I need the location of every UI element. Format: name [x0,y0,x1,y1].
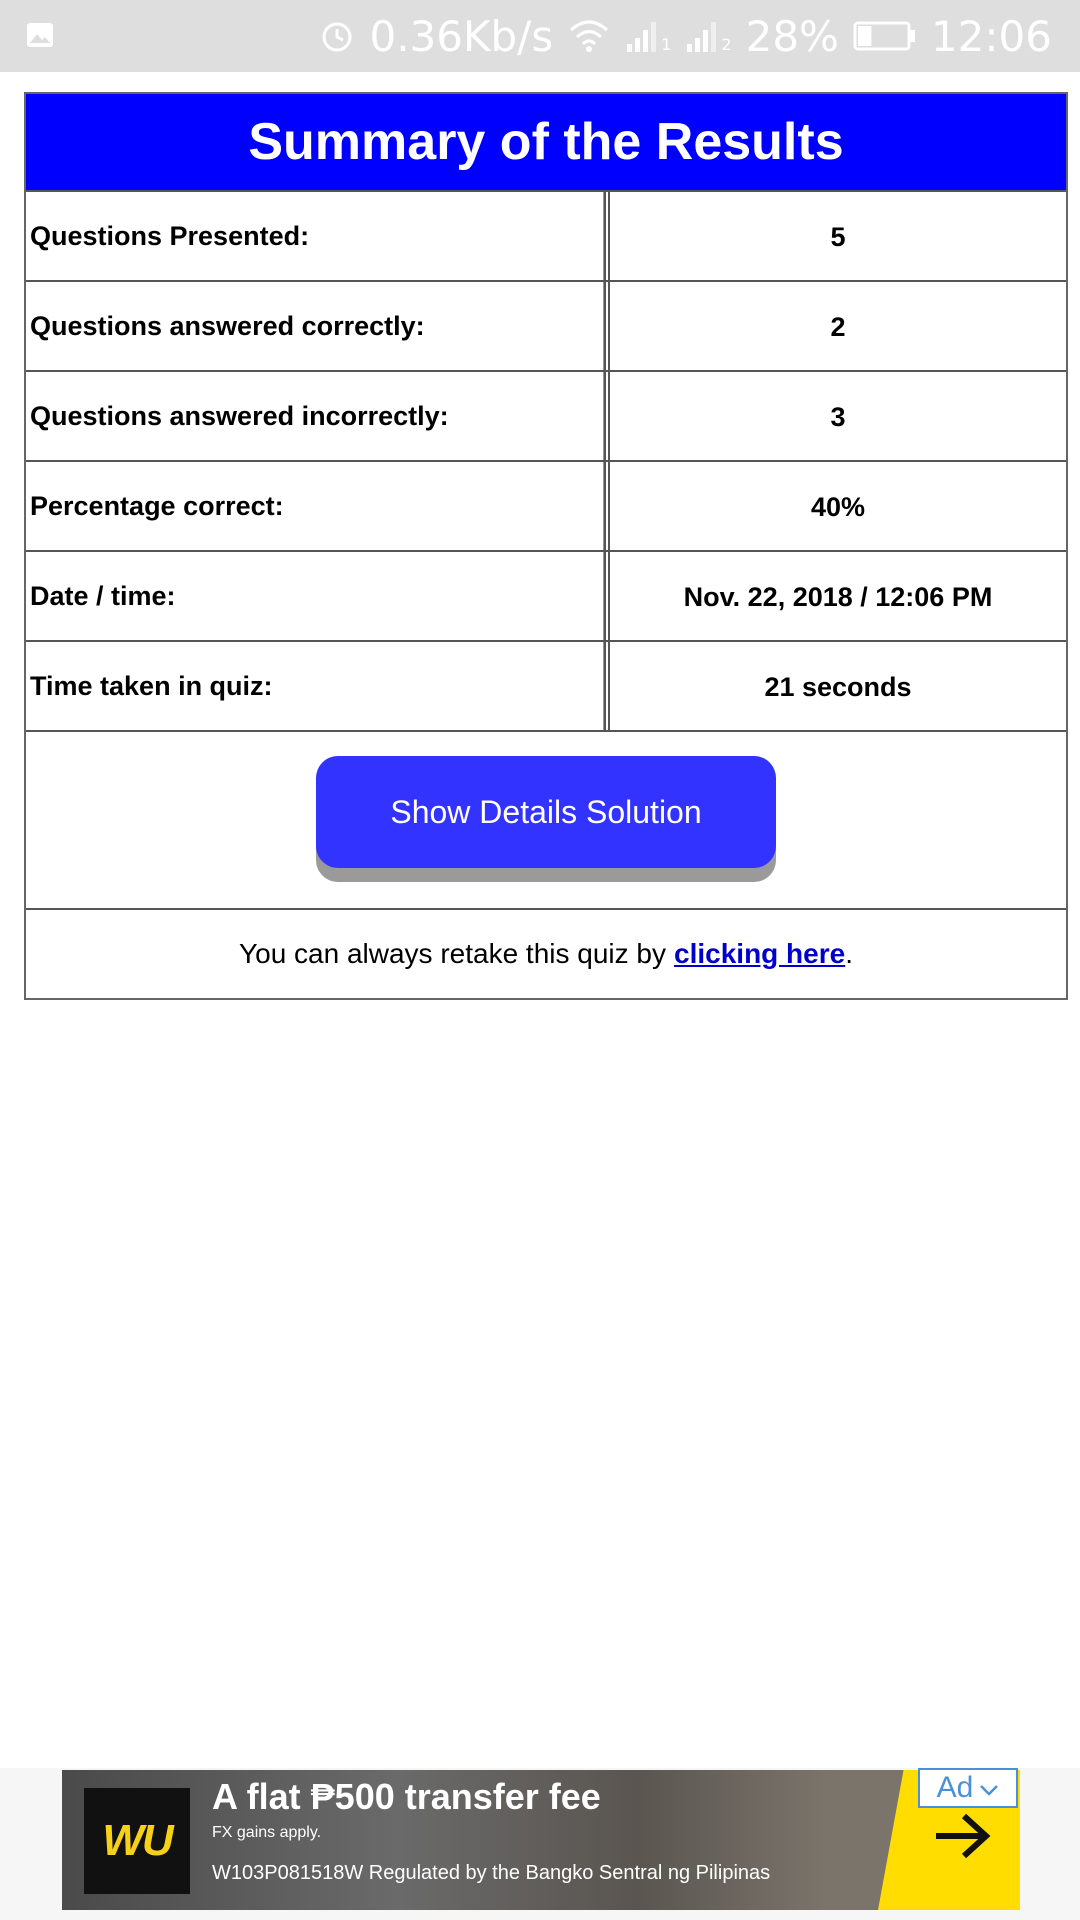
details-row [26,730,1066,908]
ad-subtext: FX gains apply. [212,1824,322,1841]
row-label: Time taken in quiz: [26,642,606,732]
table-row [26,370,1066,460]
show-details-solution-button[interactable]: Show Details Solution [316,756,776,868]
retake-text: You can always retake this quiz by [239,938,667,969]
retake-row [26,908,1066,998]
row-label: Questions Presented: [26,192,606,282]
row-label: Questions answered correctly: [26,282,606,372]
table-row [26,640,1066,730]
sim1-label: 1 [661,35,672,54]
clock: 12:06 [930,11,1052,61]
signal-sim1-icon [625,18,671,54]
results-summary-table [24,92,1068,1000]
battery-percent: 28% [745,11,839,61]
table-row [26,190,1066,280]
row-value: Nov. 22, 2018 / 12:06 PM [608,552,1066,642]
western-union-logo: WU [84,1788,190,1894]
ad-headline: A flat ₱500 transfer fee [212,1776,601,1817]
table-row [26,550,1066,640]
row-label: Percentage correct: [26,462,606,552]
alarm-icon [319,18,355,54]
row-value: 3 [608,372,1066,462]
row-label: Date / time: [26,552,606,642]
retake-quiz-link[interactable]: clicking here [674,938,846,969]
ad-choices-badge[interactable] [918,1768,1018,1808]
table-row [26,280,1066,370]
row-value: 2 [608,282,1066,372]
chevron-down-icon [979,1771,999,1805]
gallery-notification-icon [26,22,54,53]
row-value: 5 [608,192,1066,282]
ad-banner[interactable] [62,1770,1020,1910]
network-speed: 0.36Kb/s [369,11,554,61]
retake-suffix: . [845,938,853,969]
row-label: Questions answered incorrectly: [26,372,606,462]
wifi-icon [567,18,611,54]
arrow-right-icon[interactable] [932,1810,992,1867]
status-bar [0,0,1080,72]
results-title: Summary of the Results [26,94,1066,190]
ad-legal-text: W103P081518W Regulated by the Bangko Sentral ng Pilipinas [212,1862,771,1884]
sim2-label: 2 [721,35,732,54]
signal-sim2-icon [685,18,731,54]
battery-icon [853,20,917,52]
table-row [26,460,1066,550]
row-value: 40% [608,462,1066,552]
ad-label: Ad [936,1771,974,1804]
row-value: 21 seconds [608,642,1066,732]
